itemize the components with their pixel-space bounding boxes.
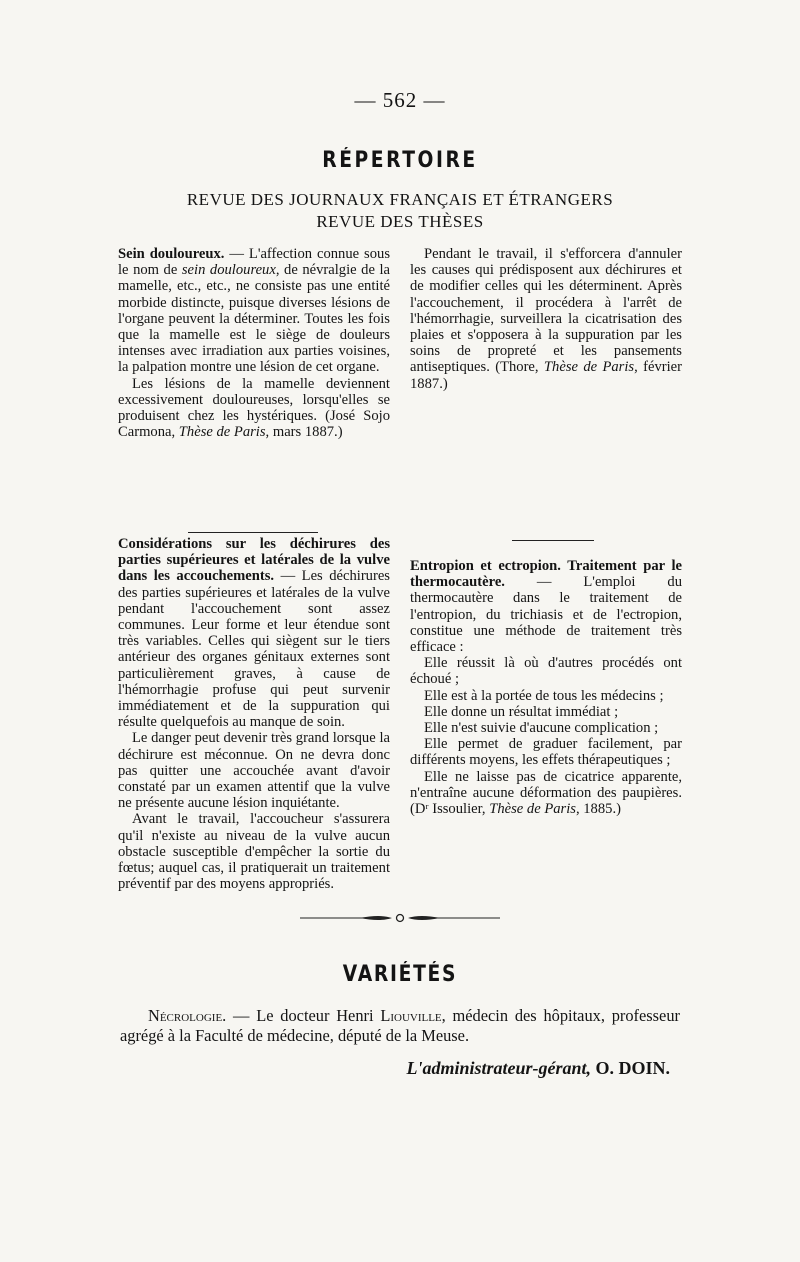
article-text: Les lésions de la mamelle deviennent excessivement douloureuses, lorsqu'elles se produisent chez les hystériques. (José Sojo Carmona, bbox=[118, 375, 390, 441]
necrology-text: — Le docteur Henri bbox=[226, 1006, 381, 1025]
article-paragraph: Avant le travail, l'accoucheur s'assurera qu'il n'existe au niveau de la vulve aucun obstacle susceptible d'empêcher la sortie du fœtus; auquel cas, il pratiquerait un traitement préventif par des moyens appropriés. bbox=[118, 811, 390, 893]
article-text: — L'affection connue sous le nom de bbox=[118, 246, 390, 279]
list-item: Elle réussit là où d'autres procédés ont échoué ; bbox=[410, 655, 682, 688]
section-title: RÉPERTOIRE bbox=[322, 148, 478, 173]
list-item: Elle est à la portée de tous les médecins ; bbox=[424, 687, 664, 704]
page-number: — 562 — bbox=[354, 88, 446, 112]
article-emphasis: Thèse de Paris bbox=[489, 801, 576, 818]
signature bbox=[406, 1058, 670, 1079]
subtitle-theses: REVUE DES THÈSES bbox=[316, 212, 484, 231]
article-paragraph bbox=[410, 558, 682, 655]
article-emphasis: sein douloureux bbox=[181, 262, 276, 279]
article-title: Entropion et ectropion. Traitement par le thermocautère. bbox=[410, 558, 682, 591]
article-dechirures-continued bbox=[410, 246, 682, 392]
right-column bbox=[410, 246, 682, 818]
article-emphasis: Thèse de Paris bbox=[178, 424, 266, 441]
varietes-title: VARIÉTÉS bbox=[342, 962, 458, 987]
article-text: , 1885.) bbox=[575, 801, 621, 818]
article-text: Elle ne laisse pas de cicatrice apparente, n'entraîne aucune déformation des paupières. (Dʳ Issoulier, bbox=[410, 768, 682, 818]
article-paragraph bbox=[410, 246, 682, 392]
article-divider bbox=[512, 540, 594, 541]
article-sein-douloureux bbox=[118, 246, 390, 440]
article-text: , mars 1887.) bbox=[265, 424, 343, 441]
article-paragraph bbox=[118, 376, 390, 441]
article-title: Sein douloureux. bbox=[118, 246, 225, 262]
necrology-name: Liouville bbox=[380, 1006, 442, 1025]
signature-role: L'administrateur-gérant, bbox=[406, 1058, 591, 1078]
article-text: , de névralgie de la mamelle, etc., etc., ne consiste pas une entité morbide distincte, puisque diverses lésions de l'organe peuvent la déterminer. Toutes les fois que la mamelle est le siège de douleurs intenses avec irradiation aux parties voisines, la palpation montre une lésion de cet organe. bbox=[118, 262, 390, 376]
article-divider bbox=[188, 532, 318, 533]
list-item: Elle n'est suivie d'aucune complication ; bbox=[424, 720, 659, 737]
article-emphasis: Thèse de Paris bbox=[543, 359, 635, 376]
article-dechirures bbox=[118, 536, 390, 892]
list-item: Elle donne un résultat immédiat ; bbox=[424, 703, 619, 720]
article-paragraph: Le danger peut devenir très grand lorsque la déchirure est méconnue. On ne devra donc pas quitter une accouchée avant d'avoir constaté par un examen attentif que la vulve ne présente aucune lésion inquiétante. bbox=[118, 730, 390, 812]
article-paragraph bbox=[118, 536, 390, 730]
article-paragraph bbox=[118, 246, 390, 376]
article-entropion bbox=[410, 558, 682, 817]
article-text: — L'emploi du thermocautère dans le traitement de l'entropion, du trichiasis et de l'ectropion, constitue une méthode de traitement très efficace : bbox=[410, 574, 682, 656]
ornament-divider-icon bbox=[300, 912, 500, 924]
signature-name: O. DOIN. bbox=[595, 1058, 670, 1078]
left-column bbox=[118, 246, 390, 893]
list-item: Elle permet de graduer facilement, par différents moyens, les effets thérapeutiques ; bbox=[410, 736, 682, 769]
article-text: , février 1887.) bbox=[410, 359, 682, 392]
article-text: — Les déchirures des parties supérieures et latérales de la vulve pendant l'accouchement sont assez communes. Leur forme et leur étendue sont très variables. Celles qui siègent sur le tiers antérieur des organes génitaux externes sont particulièrement graves, à cause de l'hémorrhagie profuse qui peut survenir immédiatement et de la suppuration qui résulte quelquefois au manque de soin. bbox=[118, 568, 390, 731]
subtitle-journals: REVUE DES JOURNAUX FRANÇAIS ET ÉTRANGERS bbox=[186, 190, 614, 209]
article-title: Considérations sur les déchirures des parties supérieures et latérales de la vulve dans les accouchements. bbox=[118, 536, 390, 585]
necrology-paragraph bbox=[120, 1006, 680, 1046]
article-text: Pendant le travail, il s'efforcera d'annuler les causes qui prédisposent aux déchirures et de modifier celles qui les déterminent. Après l'accouchement, il procédera à l'arrêt de l'hémorrhagie, surveillera la cicatrisation des plaies et s'opposera à la suppuration par les soins de propreté et les pansements antiseptiques. (Thore, bbox=[410, 246, 682, 376]
necrology-text: , médecin des hôpitaux, professeur agrégé à la Faculté de médecine, député de la Meuse. bbox=[120, 1006, 680, 1045]
necrology-label: Nécrologie. bbox=[148, 1006, 227, 1025]
list-item bbox=[410, 769, 682, 818]
